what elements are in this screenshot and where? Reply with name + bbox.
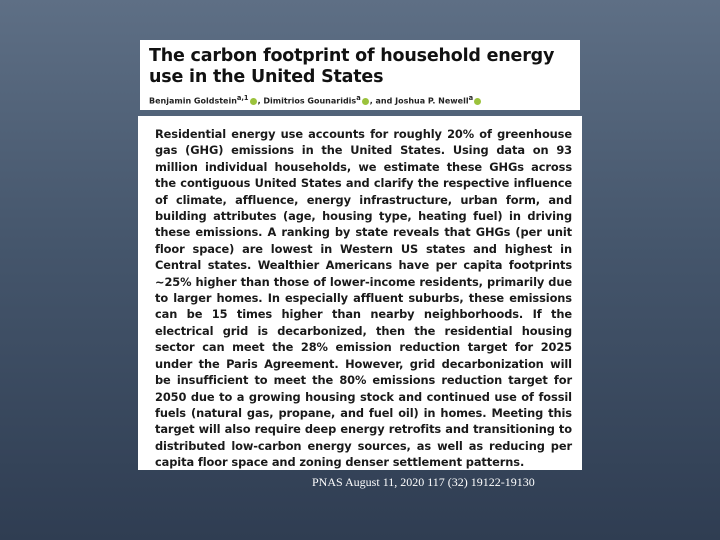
author-name: Dimitrios Gounaridis bbox=[263, 96, 357, 106]
abstract-text: Residential energy use accounts for roughly 20% of greenhouse gas (GHG) emissions in the United States. Using data on 93 million individual households, we estimate these GHGs across the contiguous United States and clarify the respective influence of climate, affluence, energy infrastructure, urban form, and building attributes (age, housing type, heating fuel) in driving these emissions. A ranking by state reveals that GHGs (per unit floor space) are lowest in Western US states and highest in Central states. Wealthier Americans have per capita footprints ~25% higher than those of lower-income residents, primarily due to larger homes. In especially affluent suburbs, these emissions can be 15 times higher than nearby neighborhoods. If the electrical grid is decarbonized, then the residential housing sector can meet the 28% emission reduction target for 2025 under the Paris Agreement. However, grid decarbonization will be insufficient to meet the 80% emissions reduction target for 2050 due to a growing housing stock and continued use of fossil fuels (natural gas, propane, and fuel oil) in homes. Meeting this target will also require deep energy retrofits and transitioning to distributed low-carbon energy sources, as well as reducing per capita floor space and zoning denser settlement patterns. bbox=[155, 127, 572, 470]
orcid-icon bbox=[250, 98, 257, 105]
citation: PNAS August 11, 2020 117 (32) 19122-19130 bbox=[312, 475, 535, 489]
author-affiliation-mark: a bbox=[468, 94, 474, 102]
author-affiliation-mark: a,1 bbox=[236, 94, 249, 102]
paper-title: The carbon footprint of household energy use in the United States bbox=[149, 46, 555, 87]
author-separator: , and bbox=[369, 96, 396, 106]
author-affiliation-mark: a bbox=[356, 94, 361, 102]
abstract-card bbox=[138, 116, 582, 470]
orcid-icon bbox=[362, 98, 369, 105]
author-name: Joshua P. Newell bbox=[395, 96, 469, 106]
author-name: Benjamin Goldstein bbox=[149, 96, 237, 106]
title-card bbox=[140, 40, 580, 110]
author-list bbox=[149, 94, 571, 106]
author-separator: , bbox=[257, 96, 264, 106]
orcid-icon bbox=[474, 98, 481, 105]
